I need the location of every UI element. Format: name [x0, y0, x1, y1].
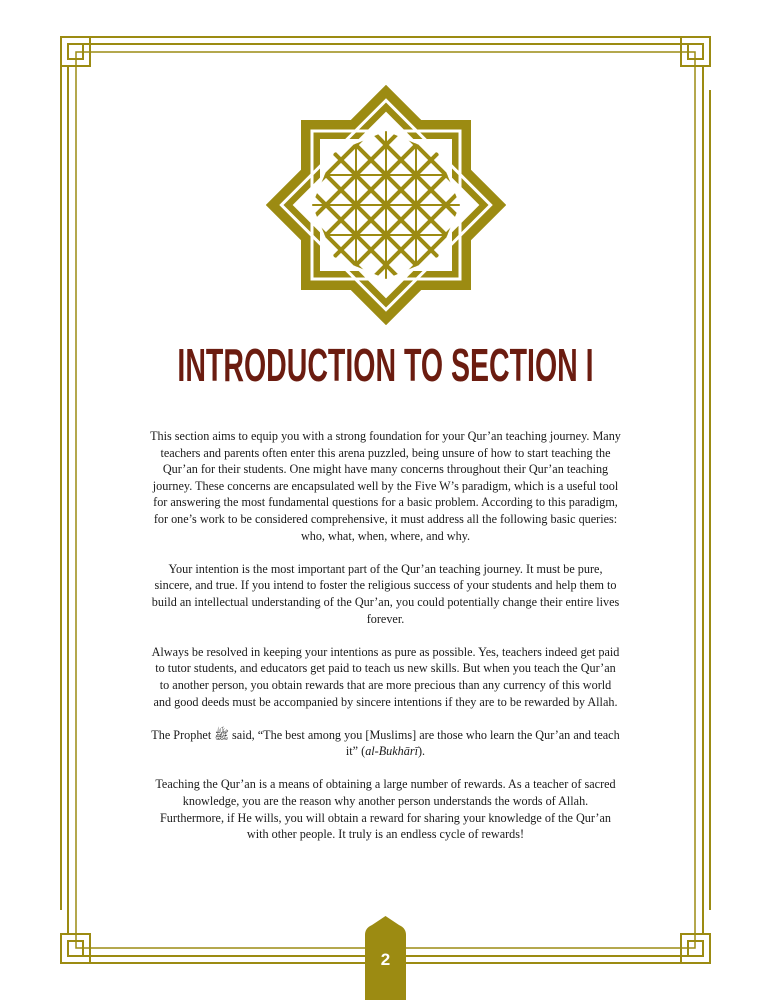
page-title: INTRODUCTION TO SECTION I — [177, 339, 594, 391]
body-text — [150, 428, 621, 859]
eight-point-star-arabesque-icon — [266, 85, 506, 325]
quote-text: The Prophet ﷺ said, “The best among you [Muslims] are those who learn the Qur’an and teach it” ( — [151, 727, 620, 759]
purity-paragraph: Always be resolved in keeping your intentions as pure as possible. Yes, teachers indeed get paid to tutor students, and educators get paid to teach us new skills. But when you teach the Qur’an to another person, you obtain rewards that are more precious than any currency of this world and good deeds must be accompanied by sincere intentions if they are to be rewarded by Allah. — [151, 644, 620, 709]
quote-source: al-Bukhārī — [365, 744, 418, 759]
quote-end: ). — [418, 744, 426, 759]
intro-paragraph: This section aims to equip you with a strong foundation for your Qur’an teaching journey. Many teachers and parents often enter this arena puzzled, being unsure of how to start teaching the Qur’an for their students. One might have many concerns throughout their Qur’an teaching journey. These concerns are encapsulated well by the Five W’s paradigm, which is a useful tool for answering the most fundamental questions for a basic problem. According to this paradigm, for one’s work to be considered comprehensive, it must address all the following basic queries: who, what, when, where, and why. — [150, 429, 621, 543]
page-number: 2 — [380, 950, 391, 969]
hadith-quote — [150, 727, 621, 760]
closing-paragraph: Teaching the Qur’an is a means of obtaining a large number of rewards. As a teacher of sacred knowledge, you are the reason why another person understands the words of Allah. Furthermore, if He wills, you will obtain a reward for sharing your knowledge of the Qur’an with other people. It truly is an endless cycle of rewards! — [155, 777, 616, 842]
intention-paragraph: Your intention is the most important part of the Qur’an teaching journey. It must be pure, sincere, and true. If you intend to foster the religious success of your students and help them to build an intellectual understanding of the Qur’an, you could potentially change their entire lives forever. — [151, 561, 620, 626]
